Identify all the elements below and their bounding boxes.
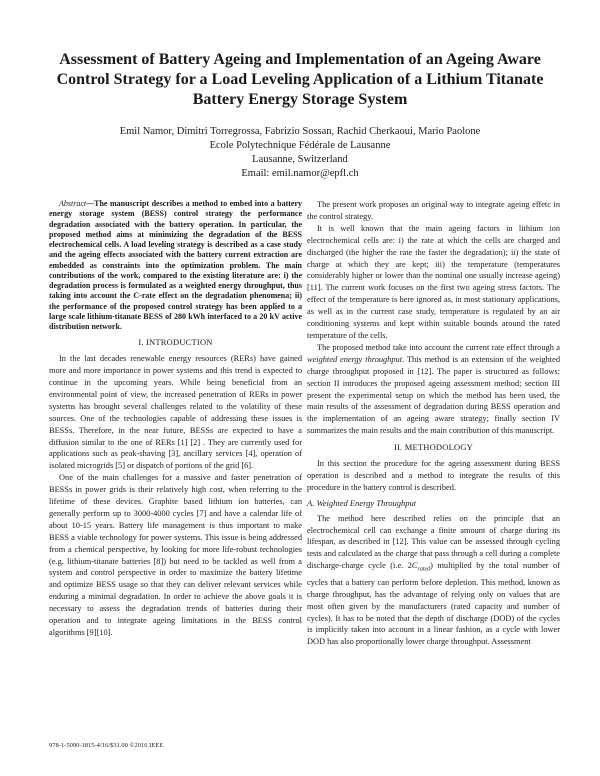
author-names: Emil Namor, Dimitri Torregrossa, Fabrizio Sossan, Rachid Cherkaoui, Mario Paolone — [119, 126, 481, 137]
copyright-footer: 978-1-5090-1815-4/16/$31.00 ©2016 IEEE — [49, 742, 164, 749]
intro-paragraph-3: The present work proposes an original way to integrate ageing effetc in the control strategy. — [307, 200, 560, 221]
right-column — [307, 199, 560, 648]
intro-paragraph-2: One of the main challenges for a massive and faster penetration of BESSs in power grids is their relatively high cost, when referring to the lifetime of these devices. Graphite based lithium ion batteries, can generally perform up to 3000-4000 cycles [7] and have a calendar life of about 10-15 years. Battery life management is thus important to make BESS a viable technology for power systems. This issue is being addressed from a chemical perspective, by looking for more life-robust technologies (e.g. lithium-titanate batteries [8]) but need to be tackled as well from a system and control perspective in order to maximize the battery lifetime and optimize BESS usage so that they can deliver relevant services while enduring a minimal degradation. In order to achieve the above goals it is necessary to assess the degradation trends of batteries during their operation and to integrate ageing limitations in the BESS control algorithms [9][10]. — [49, 473, 302, 637]
section-heading-introduction: I. INTRODUCTION — [138, 337, 213, 348]
intro-paragraph-4: It is well known that the main ageing factors in lithium ion electrochemical cells are: i) the rate at which the cells are charged and discharged (the higher the rate the faster the degradation); ii) the state of charge at which they are kept; iii) the temperature (temperatures considerably higher or lower than the nominal one usually increase ageing) [11]. The current work focuses on the first two ageing stress factors. The effect of the temperature is here ignored as, in most stationary applications, as well as in the current case study, temperature is regulated by an air conditioning systems and kept within suitable bounds around the rated temperature of the cells. — [307, 223, 560, 340]
intro-p5-part-1: The proposed method take into account the current rate effect through a — [317, 342, 560, 352]
author-email: Email: emil.namor@epfl.ch — [241, 168, 359, 179]
abstract-label: Abstract — [59, 199, 87, 208]
intro-p5-emphasis: weighted energy throughput — [307, 354, 403, 364]
intro-paragraph-1: In the last decades renewable energy resources (RERs) have gained more and more importance in power systems and this trend is expected to continue in the upcoming years. While being beneficial from an environmental point of view, the increased penetration of RERs in power systems has brought several challenges related to the volatility of these sources. One of the technologies capable of addressing these issues is BESSs. Therefore, in the near future, BESSs are expected to have a diffusion similar to the one of RERs [1] [2] . They are currently used for applications such as peak-shaving [3], ancillary services [4], operation of isolated microgrids [5] or dispatch of portions of the grid [6]. — [49, 354, 302, 471]
location: Lausanne, Switzerland — [252, 154, 348, 165]
symbol-c: C — [411, 561, 418, 571]
method-p2-part-2: ) multiplied by the total number of cycles that a battery can perform before depletion. This method, known as charge throughput, has the advantage of relying only on values that are most often given by the manufacturers (rated capacity and number of cycles). It has to be noted that the depth of discharge (DOD) of the cycles is implicitly taken into account in a linear fashion, as a cycle with lower DOD has also proportionally lower charge throughput. Assessment — [307, 561, 560, 647]
method-p2-part-1: The method here described relies on the principle that an electrochemical cell can exchange a finite amount of charge during its lifespan, as described in [12]. This value can be assessed through cycling tests and calculated as the charge that pass through a cell during a complete discharge-charge cycle (i.e. 2 — [307, 513, 560, 571]
paper-title: Assessment of Battery Ageing and Implementation of an Ageing Aware Control Strategy for a Load Leveling Application of a Lithium Titanate Battery Energy Storage System — [56, 51, 544, 108]
methodology-paragraph-2 — [307, 513, 560, 649]
subsection-heading-weighted-energy: A. Weighted Energy Throughput — [307, 497, 417, 508]
intro-paragraph-5 — [307, 342, 560, 437]
author-block — [40, 125, 560, 181]
section-heading-methodology: II. METHODOLOGY — [393, 442, 473, 453]
abstract-text: —The manuscript describes a method to embed into a battery energy storage system (BESS) control strategy the performance degradation associated with the battery operation. In particular, the proposed method aims at minimizing the degradation of the BESS electrochemical cells. A load leveling strategy is described as a case study and the ageing effects associated with the battery current extraction are embedded as constraints into the optimization problem. The main contributions of the work, compared to the existing literature are: i) the degradation process is formulated as a weighted energy throughput, thus taking into account the C-rate effect on the degradation phenomena; ii) the performance of the proposed control strategy has been applied to a large scale lithium-titanate BESS of 280 kWh interfaced to a 20 kV active distribution network. — [49, 199, 302, 331]
methodology-paragraph-1: In this section the procedure for the ageing assessment during BESS operation is described and a method to integrate the results of this procedure in the battery control is described. — [307, 459, 560, 492]
symbol-subscript-rated: rated — [417, 566, 431, 573]
intro-p5-part-2: . This method is an extension of the weighted charge throughput proposed in [12]. The paper is structured as follows: section II introduces the proposed ageing assessment method; section III present the experimental setup on which the method has been used, the main results of the assessment of degradation during BESS operation and the implementation of an ageing aware strategy; finally section IV summarizes the main results and the main contribution of this manuscript. — [307, 354, 560, 436]
abstract — [49, 199, 302, 332]
affiliation: Ecole Polytechnique Fédérale de Lausanne — [209, 140, 391, 151]
left-column — [49, 199, 302, 639]
